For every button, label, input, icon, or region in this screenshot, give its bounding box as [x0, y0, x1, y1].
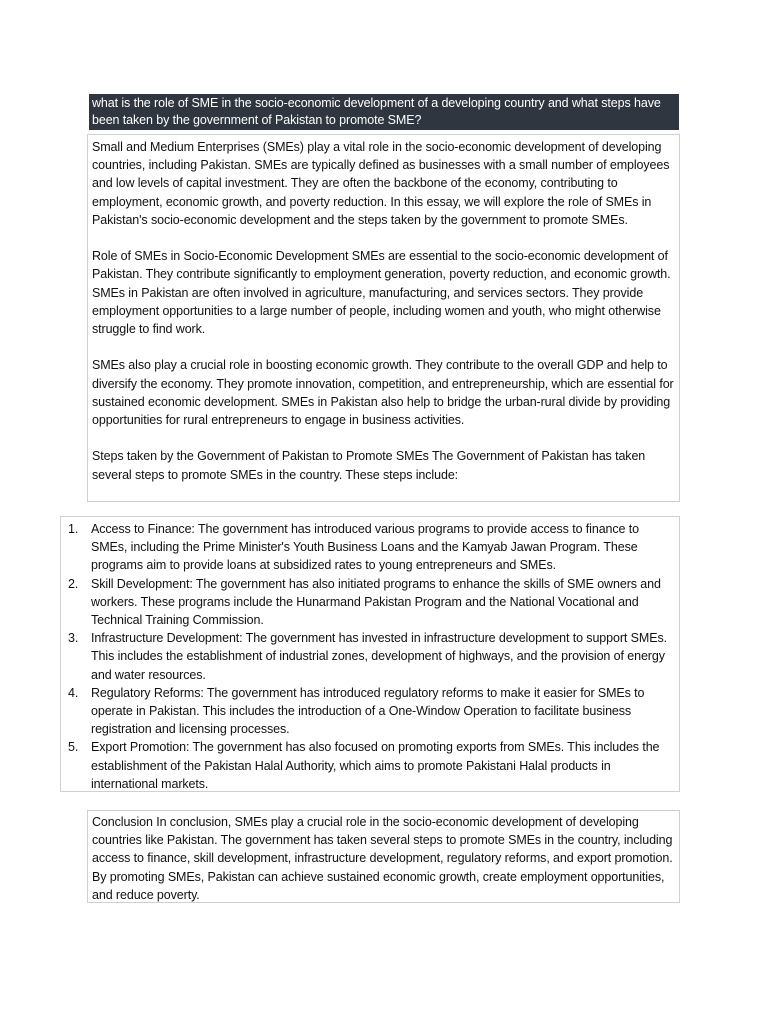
list-item-text: Skill Development: The government has also initiated programs to enhance the skills of SME owners and workers. These programs include the Hunarmand Pakistan Program and the National Vocational and Technical Training Commission.	[91, 576, 661, 628]
question-text: what is the role of SME in the socio-economic development of a developing country and what steps have been taken by the government of Pakistan to promote SME?	[92, 96, 661, 127]
list-item-number: 1.	[68, 522, 79, 536]
list-item	[61, 520, 676, 575]
question-banner	[89, 94, 679, 130]
answer-paragraph-intro: Small and Medium Enterprises (SMEs) play a vital role in the socio-economic development of developing countries, including Pakistan. SMEs are typically defined as businesses with a small number of employees and low levels of capital investment. They are often the backbone of the economy, contributing to employment, economic growth, and poverty reduction. In this essay, we will explore the role of SMEs in Pakistan's socio-economic development and the steps taken by the government to promote SMEs.	[92, 140, 670, 227]
answer-paragraph-steps-intro: Steps taken by the Government of Pakistan to Promote SMEs The Government of Pakistan has taken several steps to promote SMEs in the country. These steps include:	[92, 449, 646, 482]
list-item	[61, 684, 676, 739]
list-item	[61, 629, 676, 684]
list-item	[61, 738, 676, 793]
list-item-text: Export Promotion: The government has also focused on promoting exports from SMEs. This includes the establishment of the Pakistan Halal Authority, which aims to promote Pakistani Halal products in international markets.	[91, 740, 660, 791]
steps-list	[61, 520, 676, 793]
list-item-number: 3.	[68, 631, 79, 646]
conclusion-box	[87, 810, 680, 903]
list-item-number: 4.	[68, 685, 79, 700]
answer-paragraph-role: Role of SMEs in Socio-Economic Development SMEs are essential to the socio-economic development of Pakistan. They contribute significantly to employment generation, poverty reduction, and economic growth. SMEs in Pakistan are often involved in agriculture, manufacturing, and services sectors. They provide employment opportunities to a large number of people, including women and youth, who might otherwise struggle to find work.	[92, 249, 671, 337]
list-item	[61, 575, 676, 630]
conclusion-text: Conclusion In conclusion, SMEs play a crucial role in the socio-economic development of developing countries like Pakistan. The government has taken several steps to promote SMEs in the country, including access to finance, skill development, infrastructure development, regulatory reforms, and export promotion. By promoting SMEs, Pakistan can achieve sustained economic growth, create employment opportunities, and reduce poverty.	[92, 815, 673, 902]
answer-paragraph-growth: SMEs also play a crucial role in boosting economic growth. They contribute to the overall GDP and help to diversify the economy. They promote innovation, competition, and entrepreneurship, which are essential for sustained economic development. SMEs in Pakistan also help to bridge the urban-rural divide by providing opportunities for rural entrepreneurs to engage in business activities.	[92, 358, 674, 428]
answer-box	[87, 134, 680, 502]
list-item-text: Infrastructure Development: The government has invested in infrastructure development to support SMEs. This includes the establishment of industrial zones, development of highways, and the provision of energy and water resources.	[91, 631, 667, 682]
list-item-text: Regulatory Reforms: The government has introduced regulatory reforms to make it easier for SMEs to operate in Pakistan. This includes the introduction of a One-Window Operation to facilitate business registration and licensing processes.	[91, 685, 645, 737]
list-item-text: Access to Finance: The government has introduced various programs to provide access to finance to SMEs, including the Prime Minister's Youth Business Loans and the Kamyab Jawan Program. These programs aim to provide loans at subsidized rates to young entrepreneurs and SMEs.	[91, 522, 640, 573]
list-item-number: 2.	[68, 576, 79, 591]
steps-list-box	[60, 516, 680, 792]
list-item-number: 5.	[68, 740, 79, 755]
